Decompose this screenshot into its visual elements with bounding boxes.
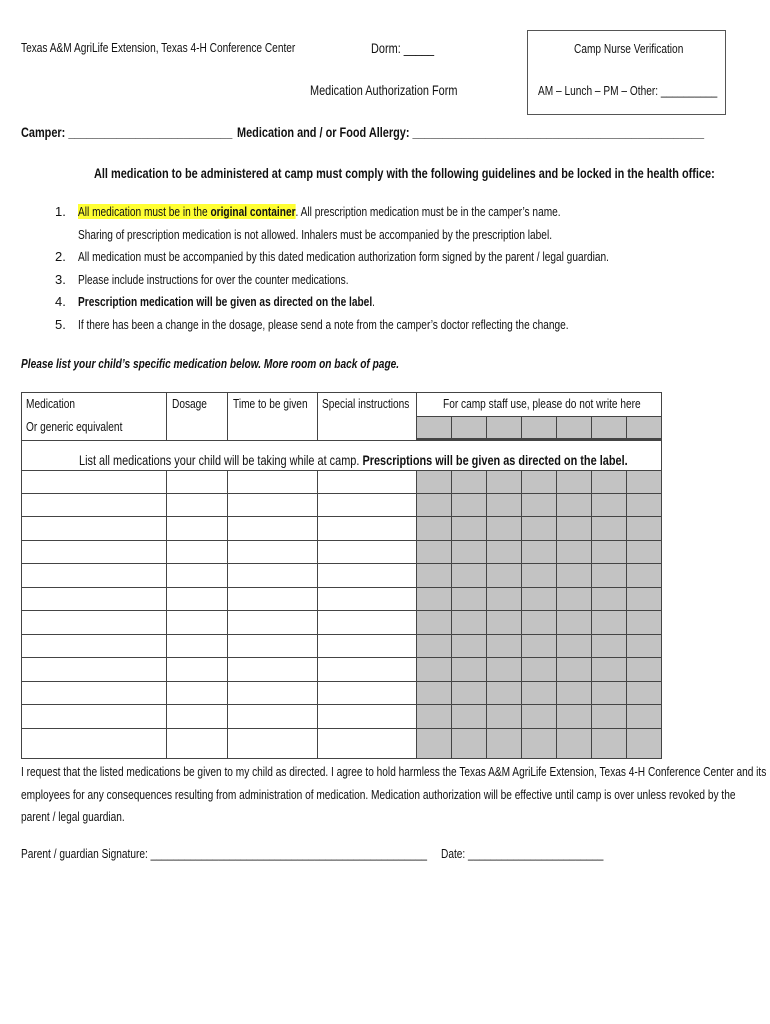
time-cell[interactable] (227, 728, 317, 759)
medication-cell[interactable] (21, 728, 166, 759)
dosage-cell[interactable] (166, 610, 227, 634)
dosage-cell[interactable] (166, 728, 227, 759)
time-cell[interactable] (227, 681, 317, 704)
medication-cell[interactable] (21, 681, 166, 704)
special-instructions-cell[interactable] (317, 493, 416, 516)
column-header-time: Time to be given (233, 396, 308, 411)
table-rule (317, 392, 318, 440)
table-rule (21, 392, 662, 393)
table-rule (556, 470, 557, 759)
special-instructions-cell[interactable] (317, 540, 416, 563)
table-row (21, 516, 416, 540)
special-instructions-cell[interactable] (317, 470, 416, 493)
dosage-cell[interactable] (166, 470, 227, 493)
medication-cell[interactable] (21, 540, 166, 563)
medication-cell[interactable] (21, 657, 166, 681)
table-rule (556, 416, 557, 438)
nurse-time-field[interactable]: AM – Lunch – PM – Other: __________ (538, 83, 718, 98)
dorm-field[interactable]: Dorm: _____ (371, 40, 435, 56)
time-cell[interactable] (227, 634, 317, 657)
table-row (21, 587, 416, 610)
dosage-cell[interactable] (166, 657, 227, 681)
table-rule (521, 416, 522, 438)
column-header-dosage: Dosage (172, 396, 207, 411)
table-row (21, 610, 416, 634)
camp-nurse-verification-box (527, 30, 726, 115)
nurse-box-title: Camp Nurse Verification (574, 41, 684, 56)
special-instructions-cell[interactable] (317, 681, 416, 704)
dosage-cell[interactable] (166, 516, 227, 540)
parent-signature-field[interactable]: Parent / guardian Signature: _________________________________________________ (21, 846, 427, 861)
time-cell[interactable] (227, 516, 317, 540)
table-rule (591, 416, 592, 438)
special-instructions-cell[interactable] (317, 563, 416, 587)
dosage-cell[interactable] (166, 493, 227, 516)
list-number: 2. (55, 249, 66, 264)
form-title: Medication Authorization Form (310, 82, 458, 98)
medication-cell[interactable] (21, 704, 166, 728)
table-row (21, 563, 416, 587)
table-rule (521, 470, 522, 759)
time-cell[interactable] (227, 704, 317, 728)
list-number: 4. (55, 294, 66, 309)
agreement-paragraph: I request that the listed medications be given to my child as directed. I agree to hold harmless the Texas A&M AgriLife Extension, Texas 4-H Conference Center and its employees for any consequences resulting from administration of medication. Medication authorization will be effective until camp is over unless revoked by the parent / legal guardian. (21, 764, 767, 825)
column-header-medication-sub: Or generic equivalent (26, 419, 123, 434)
dosage-cell[interactable] (166, 704, 227, 728)
table-rule (416, 438, 662, 441)
special-instructions-cell[interactable] (317, 587, 416, 610)
dosage-cell[interactable] (166, 634, 227, 657)
dosage-cell[interactable] (166, 563, 227, 587)
guidelines-heading: All medication to be administered at camp must comply with the following guidelines and be locked in the health office: (94, 165, 715, 181)
time-cell[interactable] (227, 563, 317, 587)
table-rule (416, 470, 417, 759)
date-field[interactable]: Date: ________________________ (441, 846, 604, 861)
time-cell[interactable] (227, 587, 317, 610)
table-row (21, 681, 416, 704)
table-row (21, 634, 416, 657)
column-header-special-instructions: Special instructions (322, 396, 410, 411)
list-number: 1. (55, 204, 66, 219)
table-rule (21, 440, 416, 441)
table-rule (486, 470, 487, 759)
table-row (21, 470, 416, 493)
time-cell[interactable] (227, 540, 317, 563)
special-instructions-cell[interactable] (317, 516, 416, 540)
table-row (21, 728, 416, 759)
medication-cell[interactable] (21, 470, 166, 493)
medication-cell[interactable] (21, 634, 166, 657)
allergy-field[interactable]: Medication and / or Food Allergy: ________________________________________________ (237, 124, 705, 140)
medication-cell[interactable] (21, 516, 166, 540)
medication-cell[interactable] (21, 493, 166, 516)
table-rule (416, 392, 417, 440)
list-prompt: Please list your child’s specific medication below. More room on back of page. (21, 356, 400, 371)
list-number: 5. (55, 316, 66, 332)
medication-table (21, 392, 662, 759)
table-rule (166, 392, 167, 440)
medication-cell[interactable] (21, 587, 166, 610)
time-cell[interactable] (227, 610, 317, 634)
dosage-cell[interactable] (166, 540, 227, 563)
table-rule (626, 416, 627, 438)
time-cell[interactable] (227, 657, 317, 681)
time-cell[interactable] (227, 470, 317, 493)
table-rule (227, 392, 228, 440)
table-banner: List all medications your child will be taking while at camp. Prescriptions will be given as directed on the label. (79, 452, 628, 468)
column-header-staff-use: For camp staff use, please do not write here (443, 396, 641, 411)
special-instructions-cell[interactable] (317, 728, 416, 759)
medication-cell[interactable] (21, 610, 166, 634)
list-number: 3. (55, 271, 66, 287)
organization-name: Texas A&M AgriLife Extension, Texas 4-H Conference Center (21, 40, 296, 55)
dosage-cell[interactable] (166, 587, 227, 610)
special-instructions-cell[interactable] (317, 610, 416, 634)
medication-cell[interactable] (21, 563, 166, 587)
column-header-medication: Medication (26, 396, 76, 411)
table-row (21, 493, 416, 516)
table-rule (591, 470, 592, 759)
table-rule (451, 416, 452, 438)
dosage-cell[interactable] (166, 681, 227, 704)
table-rule (486, 416, 487, 438)
special-instructions-cell[interactable] (317, 704, 416, 728)
special-instructions-cell[interactable] (317, 657, 416, 681)
table-rule (451, 470, 452, 759)
highlighted-text: All medication must be in the original container (78, 204, 296, 219)
camper-name-field[interactable]: Camper: ___________________________ (21, 124, 233, 140)
time-cell[interactable] (227, 493, 317, 516)
table-rule (626, 470, 627, 759)
table-row (21, 704, 416, 728)
special-instructions-cell[interactable] (317, 634, 416, 657)
table-row (21, 540, 416, 563)
table-row (21, 657, 416, 681)
